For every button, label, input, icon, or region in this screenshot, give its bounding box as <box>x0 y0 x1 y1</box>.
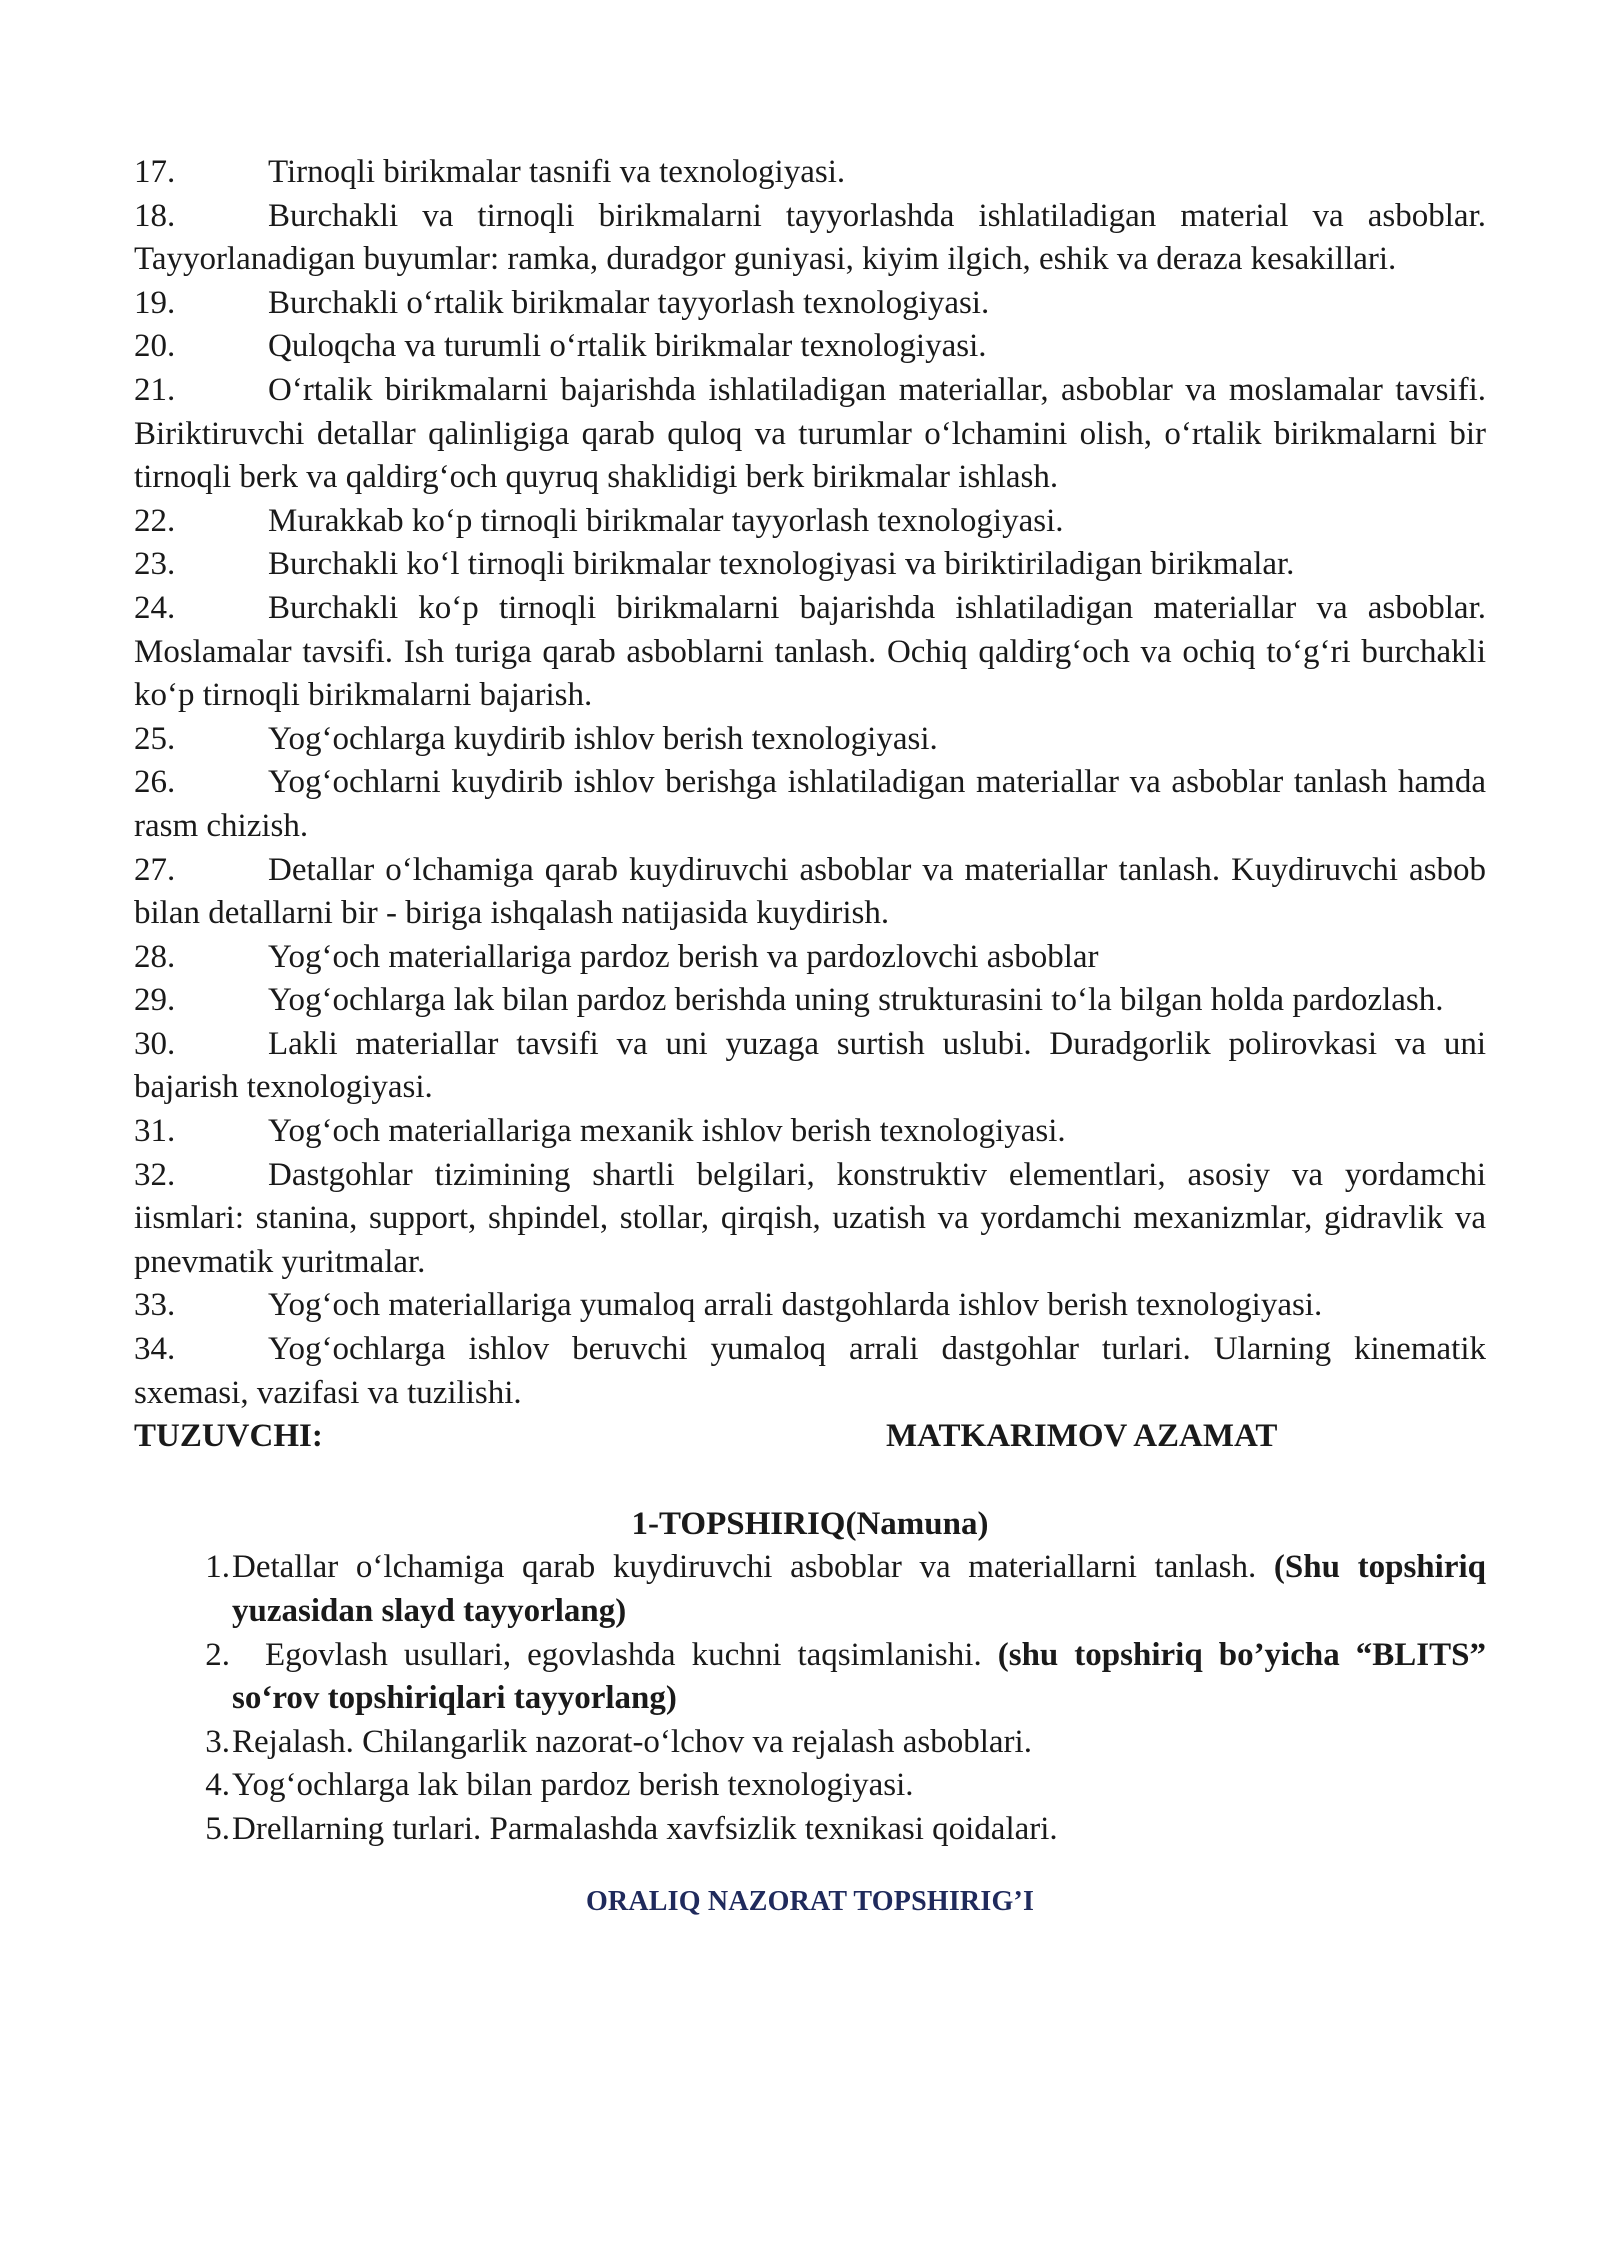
topic-number: 33. <box>134 1287 176 1324</box>
task-instruction: (shu topshiriq bo’yicha “BLITS” so‘rov topshiriqlari tayyorlang) <box>232 1636 1486 1717</box>
topic-text: Lakli materiallar tavsifi va uni yuzaga surtish uslubi. Duradgorlik polirovkasi va uni bajarish texnologiyasi. <box>134 1025 1486 1106</box>
topic-text: Yog‘ochlarga ishlov beruvchi yumaloq arrali dastgohlar turlari. Ularning kinematik sxemasi, vazifasi va tuzilishi. <box>134 1331 1486 1411</box>
topic-item <box>134 1154 1486 1285</box>
task-text: Egovlash usullari, egovlashda kuchni taqsimlanishi. <box>265 1636 998 1673</box>
topic-item <box>134 195 1486 282</box>
task-instruction: (Shu topshiriq yuzasidan slayd tayyorlang) <box>232 1549 1486 1629</box>
topic-item <box>134 761 1486 848</box>
topic-text: Dastgohlar tizimining shartli belgilari, konstruktiv elementlari, asosiy va yordamchi iismlari: stanina, support, shpindel, stollar, qirqish, uzatish va yordamchi mexanizmlar, gidravlik va pnevmatik yuritmalar. <box>134 1156 1486 1280</box>
topic-number: 17. <box>134 154 176 190</box>
task-list <box>134 1546 1486 1851</box>
topic-number: 22. <box>134 502 176 539</box>
topic-item <box>134 282 1486 326</box>
topic-text: Yog‘och materiallariga pardoz berish va pardozlovchi asboblar <box>268 938 1099 975</box>
topic-item <box>134 979 1486 1023</box>
author-line <box>134 1415 1486 1459</box>
topic-item <box>134 1023 1486 1110</box>
task-item <box>134 1634 1486 1721</box>
topic-number: 24. <box>134 589 176 626</box>
topic-item <box>134 849 1486 936</box>
task-number: 4. <box>205 1767 230 1804</box>
topic-number: 20. <box>134 328 176 365</box>
topic-number: 27. <box>134 851 176 888</box>
section-heading: ORALIQ NAZORAT TOPSHIRIG’I <box>585 1885 1035 1917</box>
topic-item <box>134 543 1486 587</box>
topic-item <box>134 1284 1486 1328</box>
topic-text: Burchakli va tirnoqli birikmalarni tayyorlashda ishlatiladigan material va asboblar. Tayyorlanadigan buyumlar: ramka, duradgor guniyasi, kiyim ilgich, eshik va deraza kesakillari. <box>134 197 1486 278</box>
topic-text: Burchakli ko‘l tirnoqli birikmalar texnologiyasi va biriktiriladigan birikmalar. <box>268 546 1295 583</box>
task-number: 1. <box>205 1549 230 1586</box>
topic-number: 19. <box>134 284 176 321</box>
topic-item <box>134 718 1486 762</box>
topic-number: 30. <box>134 1025 176 1062</box>
document-page <box>134 151 1486 1918</box>
author-label: TUZUVCHI: <box>134 1418 323 1455</box>
topic-item <box>134 500 1486 544</box>
task-item <box>134 1721 1486 1765</box>
topic-text: Murakkab ko‘p tirnoqli birikmalar tayyorlash texnologiyasi. <box>268 502 1064 539</box>
topic-number: 32. <box>134 1156 176 1193</box>
task-number: 5. <box>205 1810 230 1847</box>
task-item <box>134 1546 1486 1633</box>
topic-text: Yog‘och materiallariga mexanik ishlov berish texnologiyasi. <box>268 1113 1066 1150</box>
topic-item <box>134 325 1486 369</box>
topic-number: 29. <box>134 982 176 1019</box>
topic-text: Quloqcha va turumli o‘rtalik birikmalar texnologiyasi. <box>268 328 987 365</box>
topic-text: Yog‘ochlarga kuydirib ishlov berish texnologiyasi. <box>268 720 938 757</box>
task-text: Yog‘ochlarga lak bilan pardoz berish texnologiyasi. <box>232 1767 914 1804</box>
topic-item <box>134 369 1486 500</box>
topic-item <box>134 151 1486 195</box>
topic-text: Yog‘och materiallariga yumaloq arrali dastgohlarda ishlov berish texnologiyasi. <box>268 1287 1323 1324</box>
author-name: MATKARIMOV AZAMAT <box>886 1418 1278 1455</box>
topic-list <box>134 151 1486 1415</box>
topic-text: Burchakli ko‘p tirnoqli birikmalarni bajarishda ishlatiladigan materiallar va asboblar. Moslamalar tavsifi. Ish turiga qarab asboblarni tanlash. Ochiq qaldirg‘och va ochiq to‘g‘ri burchakli ko‘p tirnoqli birikmalarni bajarish. <box>134 589 1486 714</box>
topic-text: O‘rtalik birikmalarni bajarishda ishlatiladigan materiallar, asboblar va moslamalar tavsifi. Biriktiruvchi detallar qalinligiga qarab quloq va turumlar o‘lchamini olish, o‘rtalik birikmalarni bir tirnoqli berk va qaldirg‘och quyruq shaklidigi berk birikmalar ishlash. <box>134 371 1486 496</box>
topic-item <box>134 936 1486 980</box>
task-text: Detallar o‘lchamiga qarab kuydiruvchi asboblar va materiallarni tanlash. <box>232 1549 1274 1586</box>
topic-number: 18. <box>134 197 176 234</box>
topic-number: 25. <box>134 720 176 757</box>
task-number: 2. <box>205 1636 230 1673</box>
topic-text: Yog‘ochlarga lak bilan pardoz berishda uning strukturasini to‘la bilgan holda pardozlash. <box>268 982 1444 1019</box>
topic-text: Tirnoqli birikmalar tasnifi va texnologiyasi. <box>268 154 846 190</box>
task-item <box>134 1808 1486 1852</box>
topic-text: Detallar o‘lchamiga qarab kuydiruvchi asboblar va materiallar tanlash. Kuydiruvchi asbob bilan detallarni bir - biriga ishqalash natijasida kuydirish. <box>134 851 1486 932</box>
topic-item <box>134 587 1486 718</box>
topic-number: 34. <box>134 1331 176 1368</box>
task-title: 1-TOPSHIRIQ(Namuna) <box>631 1505 989 1542</box>
task-number: 3. <box>205 1723 230 1760</box>
topic-item <box>134 1328 1486 1415</box>
topic-text: Yog‘ochlarni kuydirib ishlov berishga ishlatiladigan materiallar va asboblar tanlash hamda rasm chizish. <box>134 764 1486 844</box>
task-text: Drellarning turlari. Parmalashda xavfsizlik texnikasi qoidalari. <box>232 1810 1058 1847</box>
topic-text: Burchakli o‘rtalik birikmalar tayyorlash texnologiyasi. <box>268 284 990 321</box>
task-text: Rejalash. Chilangarlik nazorat-o‘lchov va rejalash asboblari. <box>232 1723 1032 1760</box>
topic-item <box>134 1110 1486 1154</box>
topic-number: 31. <box>134 1113 176 1150</box>
topic-number: 28. <box>134 938 176 975</box>
topic-number: 26. <box>134 764 176 801</box>
task-item <box>134 1764 1486 1808</box>
topic-number: 23. <box>134 546 176 583</box>
topic-number: 21. <box>134 371 176 408</box>
